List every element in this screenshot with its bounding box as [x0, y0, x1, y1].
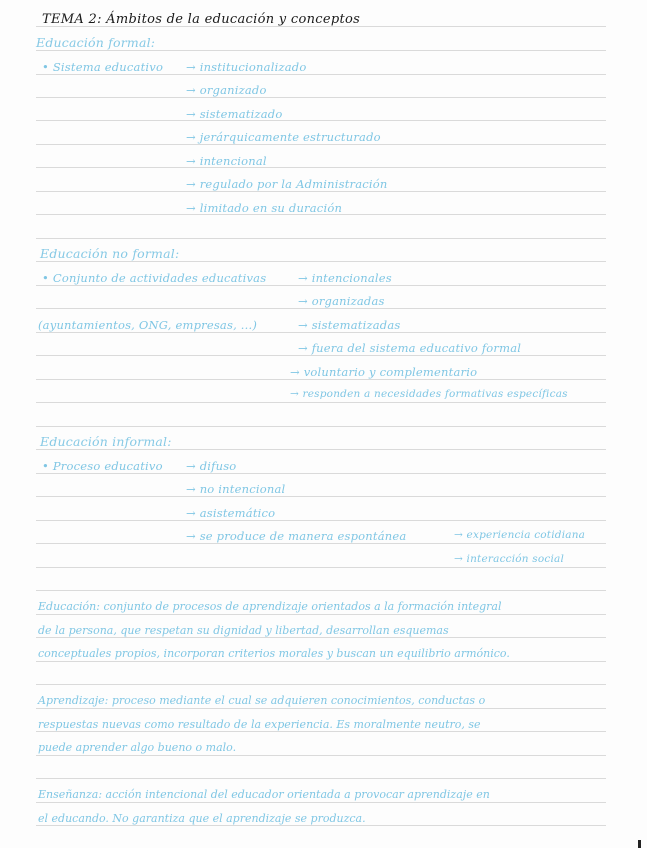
no-formal-trait: → fuera del sistema educativo formal — [298, 341, 522, 355]
informal-trait: → asistemático — [186, 506, 276, 520]
rule-line — [36, 285, 606, 286]
no-formal-trait: → sistematizadas — [298, 318, 401, 332]
page-title: TEMA 2: Ámbitos de la educación y conceptos — [42, 12, 361, 27]
rule-line — [36, 731, 606, 732]
rule-line — [36, 778, 606, 779]
rule-line — [36, 167, 606, 168]
formal-trait: → limitado en su duración — [186, 201, 343, 215]
formal-heading: Educación formal: — [36, 35, 156, 50]
rule-line — [36, 825, 606, 826]
rule-line — [36, 802, 606, 803]
rule-line — [36, 379, 606, 380]
informal-sub-trait: → interacción social — [454, 553, 565, 565]
rule-line — [36, 402, 606, 403]
rule-line — [36, 637, 606, 638]
no-formal-trait: → voluntario y complementario — [290, 365, 478, 379]
rule-line — [36, 755, 606, 756]
definition-educacion-line: conceptuales propios, incorporan criterios morales y buscan un equilibrio armónico. — [38, 647, 510, 660]
rule-line — [36, 238, 606, 239]
rule-line — [36, 332, 606, 333]
definition-educacion-line: de la persona, que respetan su dignidad y libertad, desarrollan esquemas — [38, 624, 449, 637]
rule-line — [36, 144, 606, 145]
formal-trait: → intencional — [186, 154, 267, 168]
rule-line — [36, 614, 606, 615]
rule-line — [36, 496, 606, 497]
no-formal-item: • Conjunto de actividades educativas — [42, 271, 267, 285]
informal-trait: → difuso — [186, 459, 237, 473]
rule-line — [36, 74, 606, 75]
informal-heading: Educación informal: — [40, 434, 172, 449]
rule-line — [36, 520, 606, 521]
informal-trait: → se produce de manera espontánea — [186, 529, 407, 543]
no-formal-examples: (ayuntamientos, ONG, empresas, ...) — [38, 318, 258, 332]
rule-line — [36, 50, 606, 51]
rule-line — [36, 120, 606, 121]
rule-line — [36, 567, 606, 568]
definition-educacion-line: Educación: conjunto de procesos de aprendizaje orientados a la formación integral — [38, 600, 502, 613]
formal-trait: → jerárquicamente estructurado — [186, 130, 381, 144]
no-formal-trait: → organizadas — [298, 294, 385, 308]
rule-line — [36, 355, 606, 356]
formal-trait: → institucionalizado — [186, 60, 307, 74]
definition-ensenanza-line: el educando. No garantiza que el aprendizaje se produzca. — [38, 812, 366, 825]
rule-line — [36, 261, 606, 262]
no-formal-trait: → responden a necesidades formativas específicas — [290, 388, 568, 400]
pen-mark — [638, 840, 641, 848]
definition-aprendizaje-line: respuestas nuevas como resultado de la experiencia. Es moralmente neutro, se — [38, 718, 481, 731]
formal-trait: → sistematizado — [186, 107, 283, 121]
rule-line — [36, 473, 606, 474]
rule-line — [36, 684, 606, 685]
informal-trait: → no intencional — [186, 482, 286, 496]
formal-trait: → organizado — [186, 83, 267, 97]
rule-line — [36, 308, 606, 309]
definition-aprendizaje-line: puede aprender algo bueno o malo. — [38, 741, 237, 754]
no-formal-heading: Educación no formal: — [40, 246, 180, 261]
rule-line — [36, 708, 606, 709]
definition-aprendizaje-line: Aprendizaje: proceso mediante el cual se adquieren conocimientos, conductas o — [38, 694, 486, 707]
rule-line — [36, 191, 606, 192]
definition-ensenanza-line: Enseñanza: acción intencional del educador orientada a provocar aprendizaje en — [38, 788, 490, 801]
rule-line — [36, 97, 606, 98]
rule-line — [36, 661, 606, 662]
rule-line — [36, 590, 606, 591]
informal-item: • Proceso educativo — [42, 459, 163, 473]
formal-item: • Sistema educativo — [42, 60, 164, 74]
informal-sub-trait: → experiencia cotidiana — [454, 529, 586, 541]
no-formal-trait: → intencionales — [298, 271, 392, 285]
rule-line — [36, 449, 606, 450]
rule-line — [36, 543, 606, 544]
rule-line — [36, 426, 606, 427]
formal-trait: → regulado por la Administración — [186, 177, 388, 191]
